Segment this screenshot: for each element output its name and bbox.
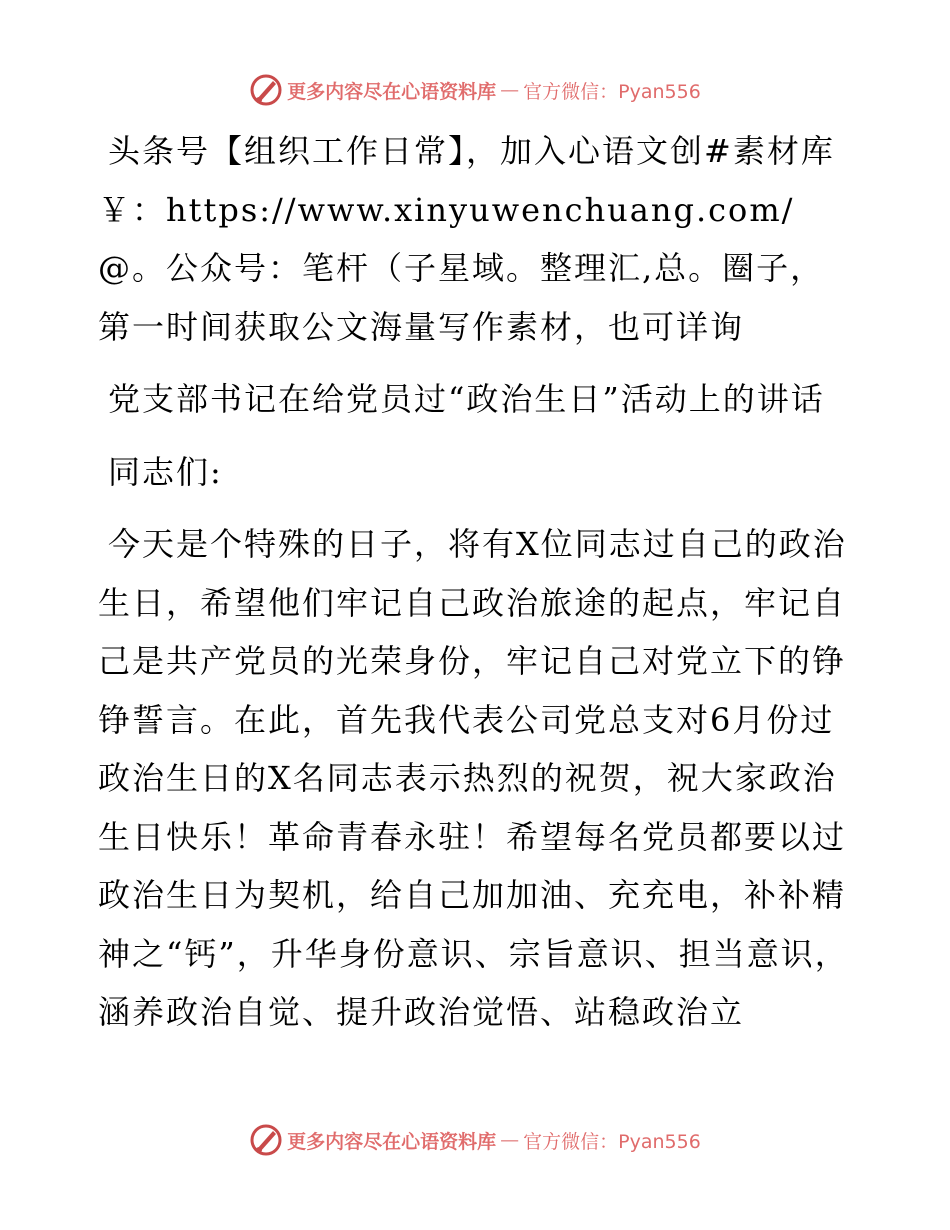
watermark-contact: 官方微信：Pyan556 bbox=[523, 80, 701, 103]
document-title: 党支部书记在给党员过“政治生日”活动上的讲话 bbox=[108, 380, 825, 418]
watermark-text: 更多内容尽在心语资料库 bbox=[287, 80, 497, 103]
header-watermark bbox=[0, 70, 950, 110]
watermark-separator: — bbox=[500, 1129, 520, 1151]
watermark-text: 更多内容尽在心语资料库 bbox=[287, 1130, 497, 1153]
watermark-contact: 官方微信：Pyan556 bbox=[523, 1130, 701, 1153]
pen-logo-icon bbox=[249, 73, 283, 107]
pen-logo-icon bbox=[249, 1123, 283, 1157]
body-paragraph: 今天是个特殊的日子，将有X位同志过自己的政治生日，希望他们牢记自己政治旅途的起点，牢记自己是共产党员的光荣身份，牢记自己对党立下的铮铮誓言。在此，首先我代表公司党总支对6月份过政治生日的X名同志表示热烈的祝贺，祝大家政治生日快乐！革命青春永驻！希望每名党员都要以过政治生日为契机，给自己加加油、充充电，补补精神之“钙”，升华身份意识、宗旨意识、担当意识，涵养政治自觉、提升政治觉悟、站稳政治立 bbox=[98, 525, 849, 1031]
intro-paragraph: 头条号【组织工作日常】，加入心语文创#素材库￥：https://www.xinyuwenchuang.com/@。公众号：笔杆（子星域。整理汇,总。圈子，第一时间获取公文海量写作素材，也可详询 bbox=[98, 132, 835, 346]
salutation: 同志们: bbox=[108, 452, 223, 491]
watermark-separator: — bbox=[500, 79, 520, 101]
document-body bbox=[98, 122, 850, 1056]
footer-watermark bbox=[0, 1120, 950, 1160]
